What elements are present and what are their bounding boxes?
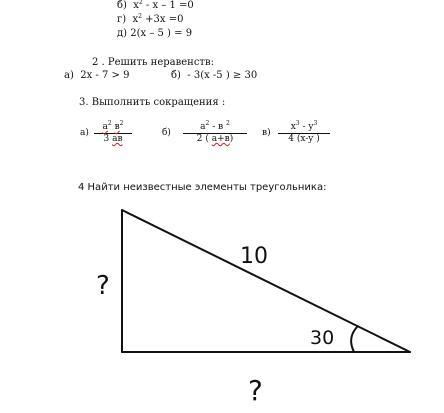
bottom-unknown-mark: ? <box>248 374 263 407</box>
ineq-b: б) - 3(x -5 ) ≥ 30 <box>171 70 258 81</box>
item-label: г) <box>117 14 127 25</box>
fraction-b-numerator: $a^2$ - в $^2$ <box>183 122 247 134</box>
fraction-a-numerator: $a^2$ $в^2$ <box>94 122 132 134</box>
frac-a-label: а) <box>80 128 89 138</box>
angle-arc <box>351 327 357 352</box>
section3-heading: 3. Выполнить сокращения : <box>79 97 226 108</box>
frac-c-label: в) <box>262 128 271 138</box>
hypotenuse-label: 10 <box>240 244 268 269</box>
fraction-b-denominator: 2 ( а+в) <box>196 134 234 144</box>
fraction-c-denominator: 4 (x-y ) <box>288 134 320 144</box>
section2-heading: 2 . Решить неравенств: <box>92 57 214 68</box>
ineq-a: а) 2x - 7 > 9 <box>64 70 130 81</box>
section4-heading: 4 Найти неизвестные элементы треугольника: <box>78 182 327 193</box>
angle-label: 30 <box>310 327 335 349</box>
eq-b: б) $x^2 - x - 1 =0$ <box>117 0 194 11</box>
triangle-hypotenuse <box>122 210 410 352</box>
fraction-c-numerator: $x^3 - y^3$ <box>278 122 330 134</box>
frac-b-label: б) <box>162 128 171 138</box>
eq-d: д) 2(x – 5 ) = 9 <box>117 28 193 39</box>
item-label: б) <box>117 0 127 11</box>
left-unknown-mark: ? <box>96 271 110 301</box>
item-label: д) <box>117 28 128 39</box>
fraction-a-denominator: 3 ав <box>103 134 123 144</box>
eq-g: г) $x^2 +3x =0$ <box>117 13 184 25</box>
